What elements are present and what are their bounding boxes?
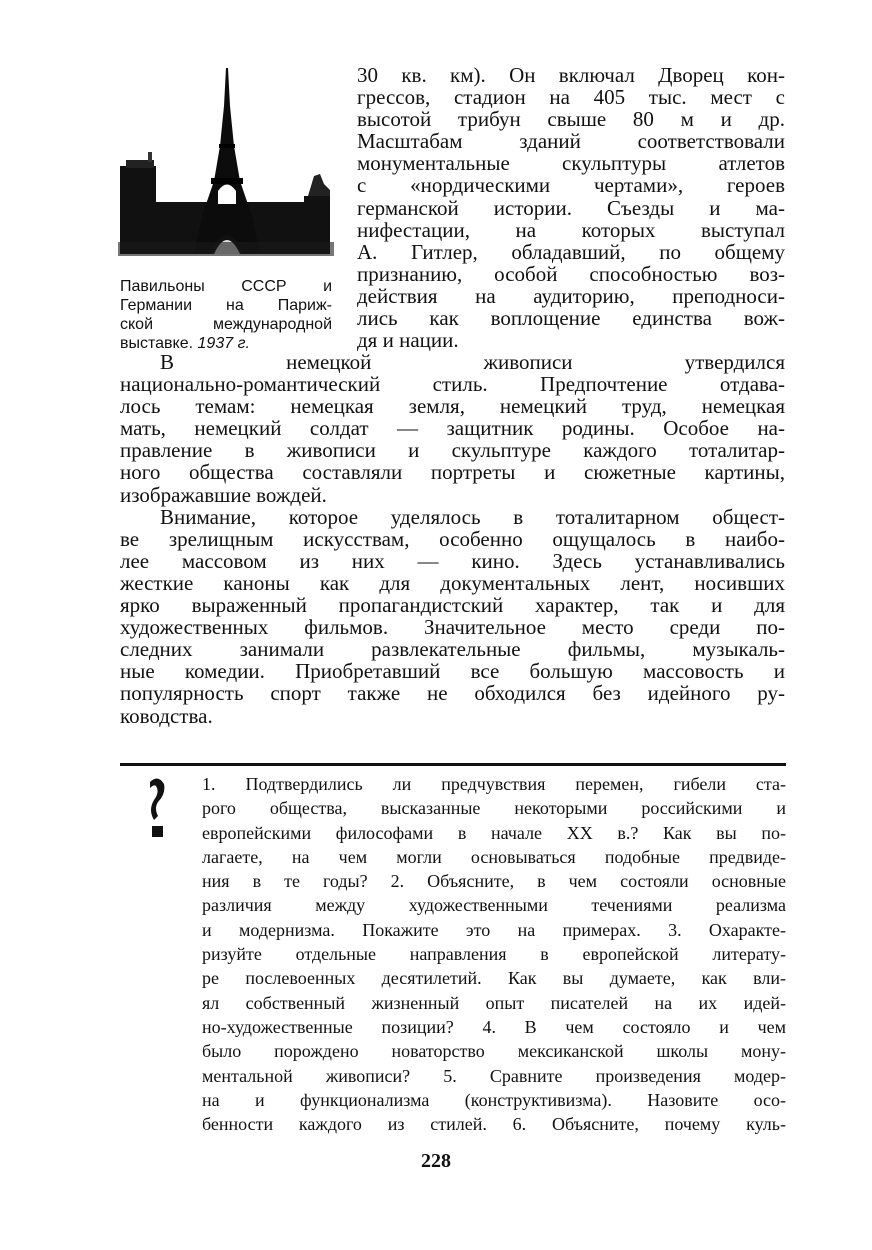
text-line: рого общества, высказанные некоторыми российскими и (202, 798, 786, 819)
section-divider (120, 763, 786, 766)
text-line: нифестации, на которых выступал (357, 217, 785, 242)
caption-line: ской международной (120, 316, 332, 333)
text-line: следних занимали развлекательные фильмы, музыкаль- (120, 637, 785, 662)
text-line: 1. Подтвердились ли предчувствия перемен, гибели ста- (202, 774, 786, 794)
caption-text: выставке. (120, 335, 194, 352)
text-line: популярность спорт также не обходился без идейного ру- (120, 681, 785, 706)
text-line: А. Гитлер, обладавший, по общему (357, 239, 785, 264)
text-line: ярко выраженный пропагандистский характер, так и для (120, 593, 785, 618)
text-line: было порождено новаторство мексиканской школы мону- (202, 1041, 786, 1062)
text-line: признанию, особой способностью воз- (357, 261, 785, 286)
text-line: на и функционализма (конструктивизма). Назовите осо- (202, 1089, 786, 1110)
text-line: европейскими философами в начале XX в.? Как вы по- (202, 822, 786, 843)
text-line: Внимание, которое уделялось в тоталитарном общест- (160, 504, 785, 529)
body-text (120, 351, 785, 727)
text-line: 30 кв. км). Он включал Дворец кон- (357, 63, 785, 87)
text-line: ния в те годы? 2. Объясните, в чем состояли основные (202, 871, 786, 892)
text-line: и модернизма. Покажите это на примерах. 3. Охаракте- (202, 919, 786, 940)
text-line: лагаете, на чем могли основываться подобные предвиде- (202, 846, 786, 867)
question-mark-icon (146, 776, 170, 840)
text-line: высотой трибун свыше 80 м и др. (357, 107, 785, 132)
text-line: но-художественные позиции? 4. В чем состояло и чем (202, 1016, 786, 1037)
text-line: монументальные скульптуры атлетов (357, 151, 785, 176)
page-number: 228 (421, 1150, 451, 1172)
text-line: бенности каждого из стилей. 6. Объясните, почему куль- (202, 1114, 786, 1135)
text-line: ные комедии. Приобретавший все большую массовость и (120, 659, 785, 684)
text-line: В немецкой живописи утвердился (160, 350, 785, 374)
text-line: ного общества составляли портреты и сюжетные картины, (120, 460, 785, 485)
text-line: правление в живописи и скульптуре каждого тоталитар- (120, 438, 785, 463)
text-line: лее массовом из них — кино. Здесь устанавливались (120, 548, 785, 573)
review-questions (202, 772, 786, 1136)
text-line: лось темам: немецкая земля, немецкий труд, немецкая (120, 394, 785, 419)
text-line: Масштабам зданий соответствовали (357, 129, 785, 154)
text-line: ментальной живописи? 5. Сравните произведения модер- (202, 1065, 786, 1086)
text-line: изображавшие вождей. (120, 482, 327, 507)
text-line: лись как воплощение единства вож- (357, 306, 785, 331)
text-line: дя и нации. (357, 328, 459, 353)
text-line: национально-романтический стиль. Предпочтение отдава- (120, 372, 785, 397)
text-line: мать, немецкий солдат — защитник родины. Особое на- (120, 416, 785, 441)
figure-caption (120, 277, 332, 353)
text-line: действия на аудиторию, преподноси- (357, 283, 785, 308)
caption-line: Павильоны СССР и (120, 278, 332, 295)
text-line: жесткие каноны как для документальных лент, носивших (120, 570, 785, 595)
text-line: ризуйте отдельные направления в европейской литерату- (202, 944, 786, 965)
right-column-text (357, 64, 785, 351)
text-line: ководства. (120, 703, 213, 728)
text-line: германской истории. Съезды и ма- (357, 195, 785, 220)
text-line: ве зрелищным искусствам, особенно ощущалось в наибо- (120, 526, 785, 551)
text-line: с «нордическими чертами», героев (357, 173, 785, 198)
caption-line: Германии на Париж- (120, 297, 332, 314)
text-line: ре послевоенных десятилетий. Как вы думаете, как вли- (202, 968, 786, 989)
text-line: различия между художественными течениями реализма (202, 895, 786, 916)
exhibition-photo (118, 66, 334, 256)
text-line: ял собственный жизненный опыт писателей на их идей- (202, 992, 786, 1013)
text-line: художественных фильмов. Значительное место среди по- (120, 615, 785, 640)
caption-year: 1937 г. (197, 335, 250, 352)
text-line: грессов, стадион на 405 тыс. мест с (357, 85, 785, 110)
